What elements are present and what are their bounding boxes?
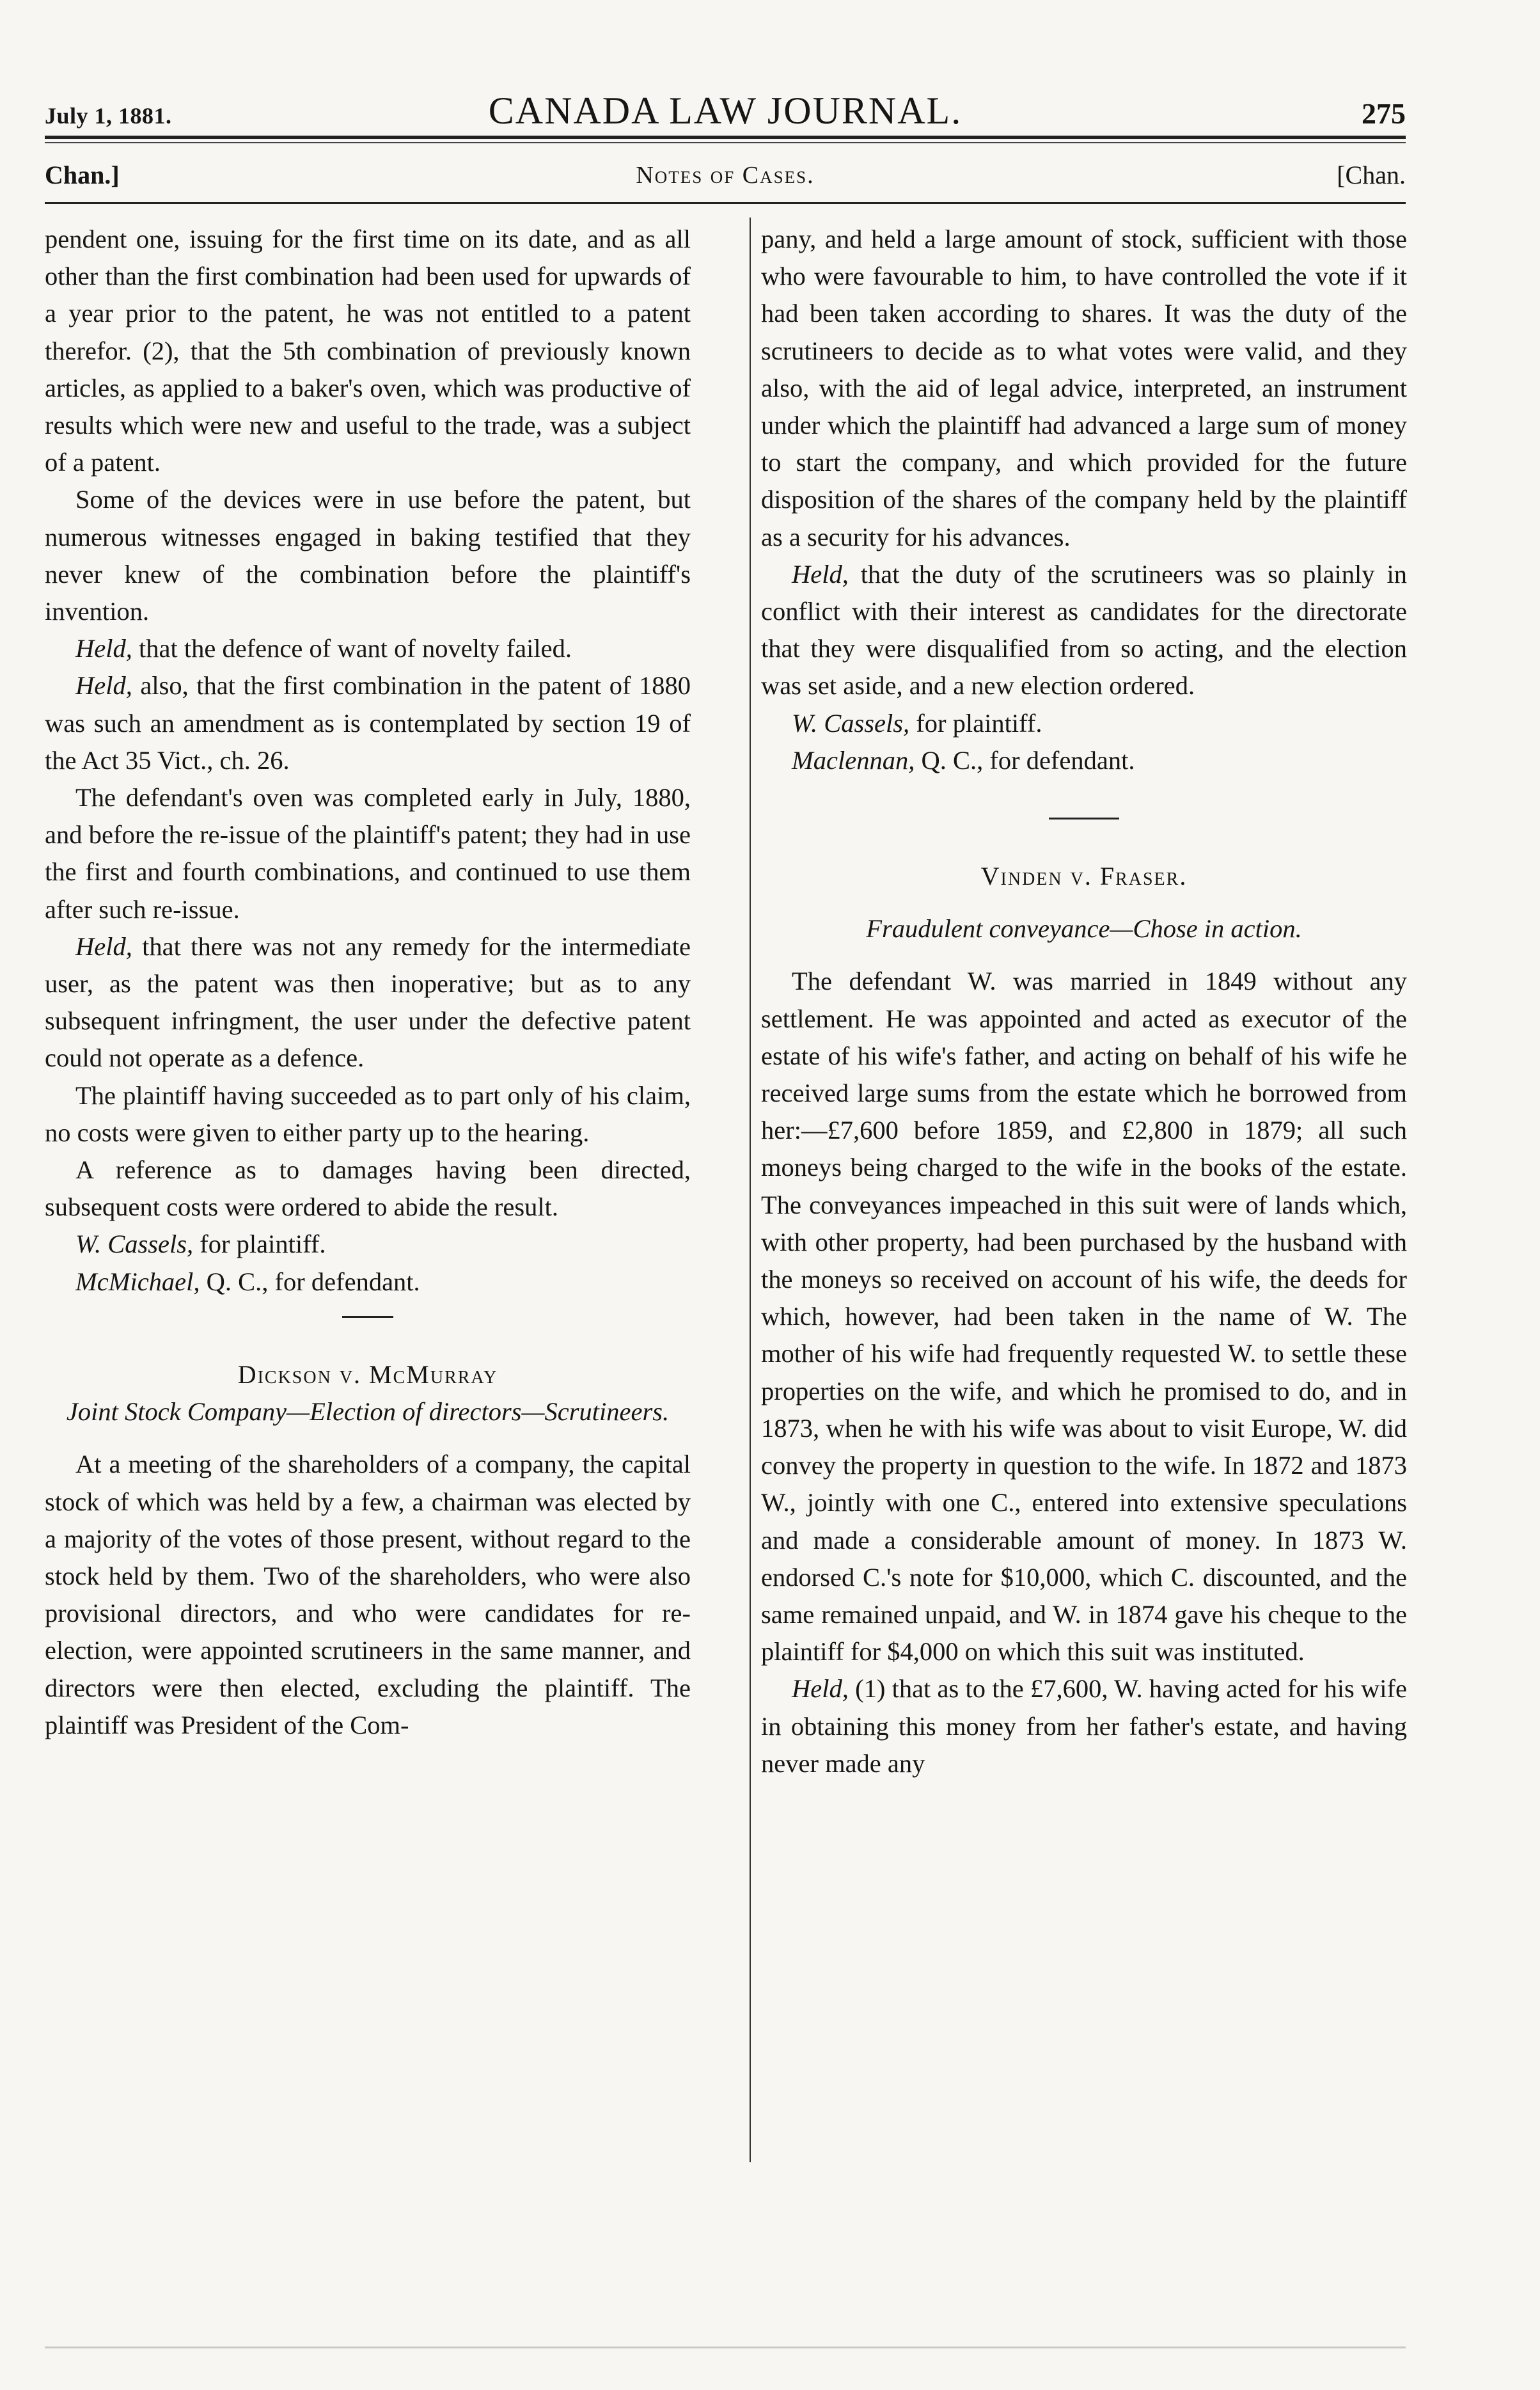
paragraph xyxy=(761,556,1407,705)
paragraph: Some of the devices were in use before the patent, but numerous witnesses engaged in baking testified that they never knew of the combination before the plaintiff's invention. xyxy=(45,485,691,626)
counsel-role: for plaintiff. xyxy=(909,708,1042,738)
right-column xyxy=(761,221,1407,1782)
paragraph xyxy=(45,630,691,667)
header-rule-thin xyxy=(45,142,1406,143)
page-number: 275 xyxy=(1362,97,1406,130)
issue-date: July 1, 1881. xyxy=(45,103,172,129)
paragraph xyxy=(45,667,691,779)
counsel-role: for plaintiff. xyxy=(193,1230,326,1259)
header-rule-thick xyxy=(45,136,1406,139)
held-label: Held, xyxy=(75,671,132,700)
paragraph: A reference as to damages having been directed, subsequent costs were ordered to abide the result. xyxy=(45,1155,691,1222)
counsel-line xyxy=(45,1263,691,1301)
paragraph-text: that the defence of want of novelty failed. xyxy=(132,634,572,663)
paragraph-text: also, that the first combination in the patent of 1880 was such an amendment as is contemplated by section 19 of the Act 35 Vict., ch. 26. xyxy=(45,671,691,775)
section-title: Notes of Cases. xyxy=(636,162,815,189)
court-label-left: Chan.] xyxy=(45,161,120,189)
paragraph-text: that the duty of the scrutineers was so plainly in conflict with their interest as candidates for the directorate that they were disqualified from so acting, and the election was set aside, and a new election ordered. xyxy=(761,559,1407,700)
section-rule xyxy=(45,202,1406,204)
paragraph: pany, and held a large amount of stock, sufficient with those who were favourable to him, to have controlled the vote if it had been taken according to shares. It was the duty of the scrutineers to decide as to what votes were valid, and they also, with the aid of legal advice, interpreted, an instrument under which the plaintiff had advanced a large sum of money to start the company, and which provided for the future disposition of the shares of the company held by the plaintiff as a security for his advances. xyxy=(761,225,1407,551)
counsel-name: Maclennan, xyxy=(792,745,915,775)
held-label: Held, xyxy=(75,931,132,961)
page-bottom-edge xyxy=(45,2346,1406,2348)
paragraph: The defendant W. was married in 1849 without any settlement. He was appointed and acted as executor of the estate of his wife's father, and acting on behalf of his wife he received large sums from the estate which he borrowed from her:—£7,600 before 1859, and £2,800 in 1879; all such moneys being charged to the wife in the books of the estate. The conveyances impeached in this suit were of lands which, with other property, had been purchased by the husband with the moneys so received on account of his wife, the deeds for which, however, had been taken in the name of W. The mother of his wife had frequently requested W. to settle these properties on the wife, and which he promised to do, and in 1873, when he with his wife was about to visit Europe, W. did convey the property in question to the wife. In 1872 and 1873 W., jointly with one C., entered into extensive speculations and made a considerable amount of money. In 1873 W. endorsed C.'s note for $10,000, which C. discounted, and the same remained unpaid, and W. in 1874 gave his cheque to the plaintiff for $4,000 on which this suit was instituted. xyxy=(761,967,1407,1666)
paragraph-text: that there was not any remedy for the intermediate user, as the patent was then inoperative; but as to any subsequent infringment, the user under the defective patent could not operate as a defence. xyxy=(45,931,691,1073)
case-title: Vinden v. Fraser. xyxy=(980,862,1188,891)
paragraph: The plaintiff having succeeded as to part only of his claim, no costs were given to either party up to the hearing. xyxy=(45,1080,691,1147)
case-subject: Fraudulent conveyance—Chose in action. xyxy=(866,914,1302,944)
column-divider xyxy=(750,218,751,2162)
journal-title: CANADA LAW JOURNAL. xyxy=(488,90,962,132)
counsel-line xyxy=(761,742,1407,779)
counsel-line xyxy=(45,1226,691,1263)
held-label: Held, xyxy=(75,634,132,663)
case-title: Dickson v. McMurray xyxy=(237,1359,498,1389)
paragraph: At a meeting of the shareholders of a company, the capital stock of which was held by a few, a chairman was elected by a majority of the votes of those present, without regard to the stock held by them. Two of the shareholders, who were also provisional directors, and who were candidates for re-election, were appointed scrutineers in the same manner, and directors were then elected, excluding the plaintiff. The plaintiff was President of the Com- xyxy=(45,1450,691,1739)
held-label: Held, xyxy=(792,559,849,589)
court-label-right: [Chan. xyxy=(1337,161,1406,189)
section-header xyxy=(45,155,1406,193)
paragraph xyxy=(761,1670,1407,1782)
left-column xyxy=(45,221,691,1744)
paragraph xyxy=(45,928,691,1077)
counsel-role: Q. C., for defendant. xyxy=(200,1267,420,1296)
held-label: Held, xyxy=(792,1674,849,1704)
counsel-name: W. Cassels, xyxy=(792,708,910,738)
paragraph: pendent one, issuing for the first time on its date, and as all other than the first combination had been used for upwards of a year prior to the patent, he was not entitled to a patent therefor. (2), that the 5th combination of previously known articles, as applied to a baker's oven, which was productive of results which were new and useful to the trade, was a subject of a patent. xyxy=(45,225,691,477)
counsel-role: Q. C., for defendant. xyxy=(915,745,1135,775)
counsel-name: McMichael, xyxy=(75,1267,200,1296)
paragraph: The defendant's oven was completed early in July, 1880, and before the re-issue of the plaintiff's patent; they had in use the first and fourth combinations, and continued to use them after such re-issue. xyxy=(45,783,691,924)
counsel-name: W. Cassels, xyxy=(75,1230,194,1259)
counsel-line xyxy=(761,705,1407,742)
case-subject: Joint Stock Company—Election of directors—Scrutineers. xyxy=(66,1397,670,1427)
running-header xyxy=(45,82,1406,133)
paragraph-text: (1) that as to the £7,600, W. having acted for his wife in obtaining this money from her father's estate, and having never made any xyxy=(761,1674,1407,1778)
